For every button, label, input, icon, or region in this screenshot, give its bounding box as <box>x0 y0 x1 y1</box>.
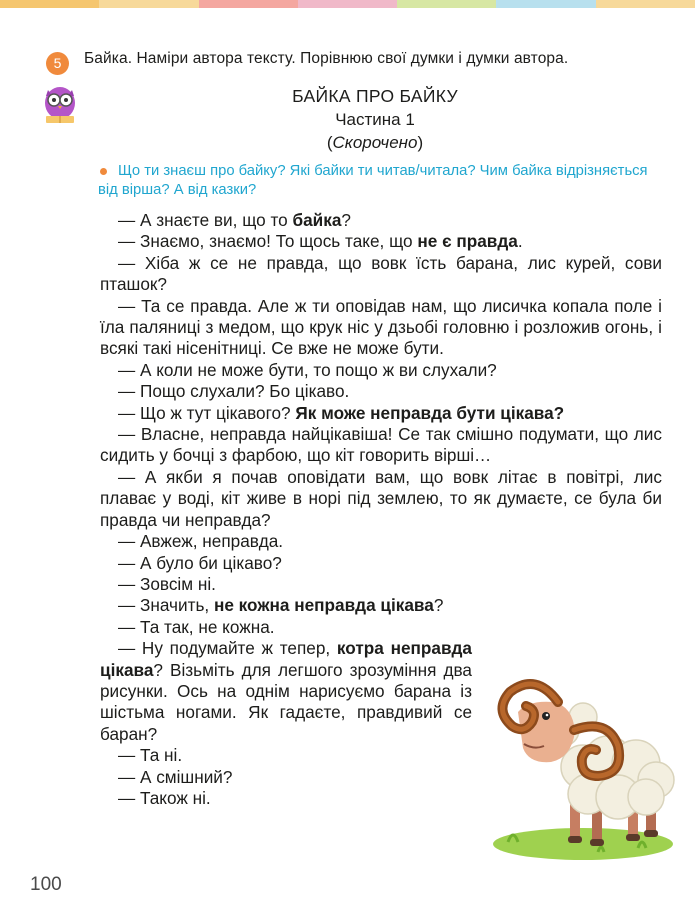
dialogue-line: — Зовсім ні. <box>118 573 216 594</box>
top-bar-segment <box>0 0 99 8</box>
page-number: 100 <box>30 874 62 895</box>
dialogue-line: — Та ні. <box>118 745 183 766</box>
dialogue-line: — Авжеж, неправда. <box>118 531 284 552</box>
top-bar-segment <box>496 0 595 8</box>
top-bar-segment <box>99 0 198 8</box>
dialogue-line: — Та се правда. Але ж ти оповідав нам, що лисичка копала поле і їла паляниці з медом, що крук ніс у дзьобі головню і розложив огонь, і всякі такі нісенітниці. Се вже не може бути. <box>100 295 662 359</box>
top-bar-segment <box>298 0 397 8</box>
dialogue-line: — Що ж тут цікавого? Як може неправда бути цікава? <box>118 402 565 423</box>
dialogue-line: — А смішний? <box>118 766 233 787</box>
task-number-badge: 5 <box>46 52 69 75</box>
top-bar-segment <box>199 0 298 8</box>
dialogue-line: — Ну подумайте ж тепер, котра неправда цікава? Візьміть для легшого зрозуміння два рисунки. Ось на однім нарисуємо барана із шістьма ногами. Як гадаєте, правдивий се баран? <box>100 638 472 744</box>
dialogue-line: — Та так, не кожна. <box>118 616 275 637</box>
dialogue-line: — Значить, не кожна неправда цікава? <box>118 595 444 616</box>
warmup-question: Що ти знаєш про байку? Які байки ти читав/читала? Чим байка відрізняється від вірша? А від казки? <box>98 163 648 198</box>
dialogue-line: — А було би цікаво? <box>118 552 282 573</box>
dialogue-line: — Пощо слухали? Бо цікаво. <box>118 381 350 402</box>
story-title-block <box>210 84 540 154</box>
owl-reading-icon <box>40 82 80 126</box>
ram-illustration <box>488 672 678 867</box>
top-color-bar <box>0 0 695 8</box>
top-bar-segment <box>596 0 695 8</box>
top-bar-segment <box>397 0 496 8</box>
dialogue-line: — Також ні. <box>118 787 211 808</box>
dialogue-line: — Знаємо, знаємо! То щось таке, що не є правда. <box>118 231 523 252</box>
story-part: Частина 1 <box>335 110 415 129</box>
dialogue-line: — Власне, неправда найцікавіша! Се так смішно подумати, що лис сидить у бочці з фарбою, що кіт говорить вірші… <box>100 424 662 466</box>
dialogue-line: — А знаєте ви, що то байка? <box>118 210 351 230</box>
dialogue-line: — А коли не може бути, то пощо ж ви слухали? <box>118 359 497 380</box>
task-instruction: Байка. Наміри автора тексту. Порівнюю свої думки і думки автора. <box>84 50 569 67</box>
dialogue-line: — А якби я почав оповідати вам, що вовк літає в повітрі, лис плаває у воді, кіт живе в норі під землею, то як думаєте, се була би правда чи неправда? <box>100 466 662 530</box>
story-abridged-note: (Скорочено) <box>326 133 424 152</box>
dialogue-line: — Хіба ж се не правда, що вовк їсть барана, лис курей, сови пташок? <box>100 252 662 295</box>
story-title: БАЙКА ПРО БАЙКУ <box>292 86 458 106</box>
